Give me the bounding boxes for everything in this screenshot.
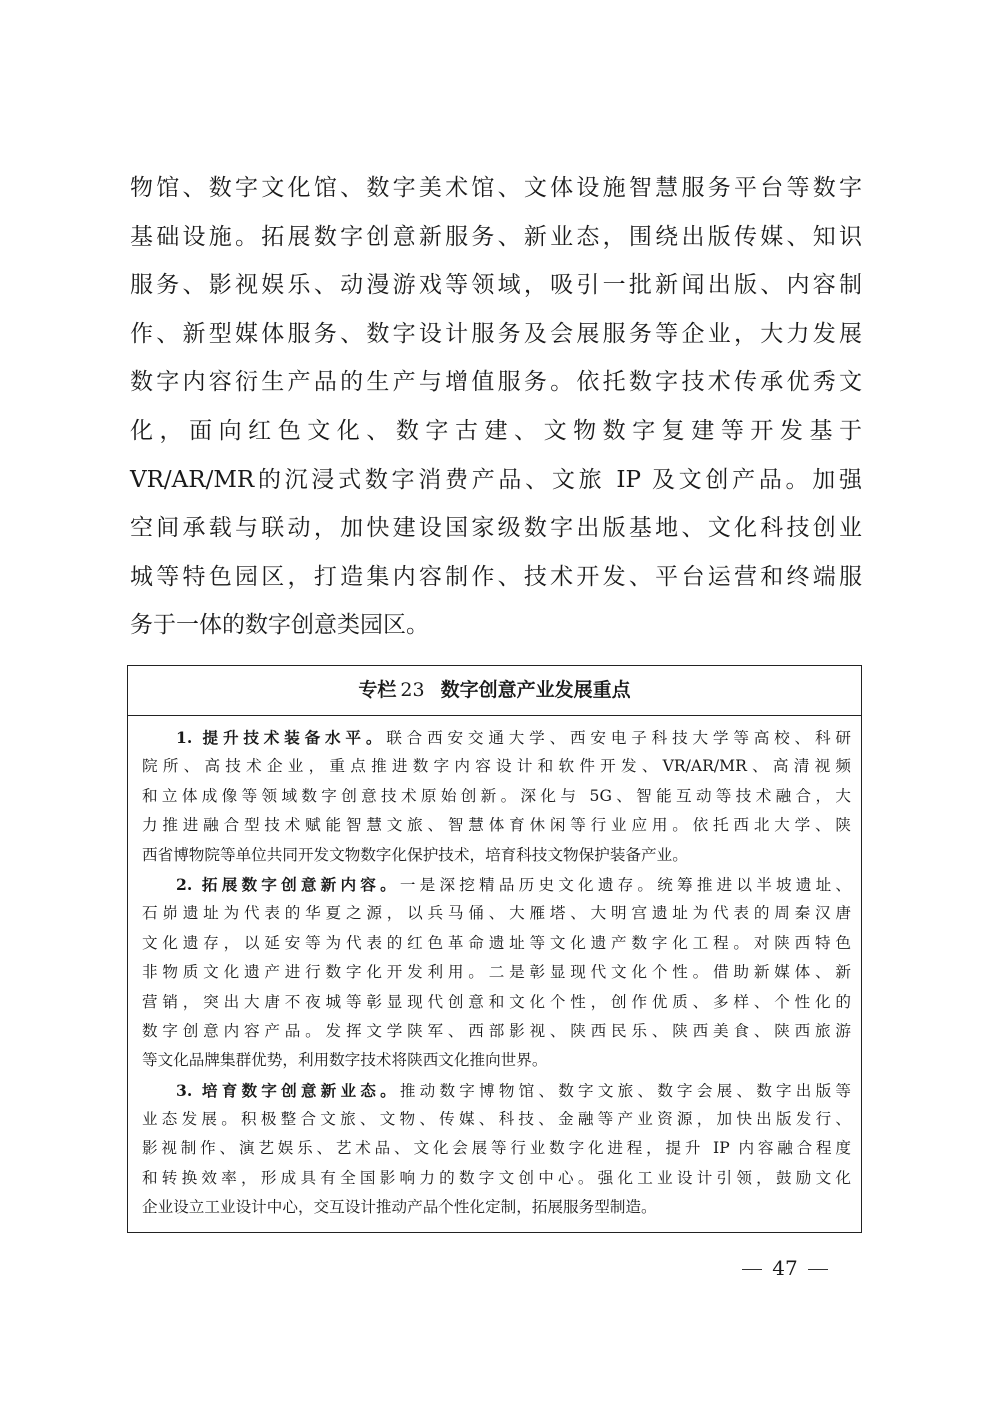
feature-box-body [128,716,861,1223]
page-number [730,1256,840,1280]
section-text: 一是深挖精品历史文化遗存。统筹推进以半坡遗址、 [399,875,851,894]
feature-box-prefix: 专栏 [358,679,397,701]
box-line: 文化遗存，以延安等为代表的红色革命遗址等文化遗产数字化工程。对陕西特色 [142,933,851,952]
box-line: 影视制作、演艺娱乐、艺术品、文化会展等行业数字化进程，提升 IP 内容融合程度 [142,1139,851,1158]
box-line [142,870,851,899]
feature-box-number: 23 [400,679,425,701]
box-line: 院所、高技术企业，重点推进数字内容设计和软件开发、VR/AR/MR、高清视频 [142,757,851,776]
box-line: 数字创意内容产品。发挥文学陕军、西部影视、陕西民乐、陕西美食、陕西旅游 [142,1021,851,1040]
section-text: 联合西安交通大学、西安电子科技大学等高校、科研 [386,729,851,747]
body-line: 作、新型媒体服务、数字设计服务及会展服务等企业，大力发展 [130,320,862,347]
box-line: 石峁遗址为代表的华夏之源，以兵马俑、大雁塔、大明宫遗址为代表的周秦汉唐 [142,904,851,923]
box-line: 非物质文化遗产进行数字化开发利用。二是彰显现代文化个性。借助新媒体、新 [142,963,851,982]
section-heading: 1. 提升技术装备水平。 [176,728,387,747]
body-line: 物馆、数字文化馆、数字美术馆、文体设施智慧服务平台等数字 [130,175,862,201]
box-line [142,723,851,752]
body-line: VR/AR/MR的沉浸式数字消费产品、文旅 IP 及文创产品。加强 [130,466,862,493]
page-number-value: 47 [772,1256,798,1280]
feature-box-title [128,666,861,716]
box-line: 业态发展。积极整合文旅、文物、传媒、科技、金融等产业资源，加快出版发行、 [142,1110,851,1129]
body-paragraph [130,164,862,650]
page-number-dash-left [742,1269,762,1270]
feature-box [127,665,862,1233]
box-line: 营销，突出大唐不夜城等彰显现代创意和文化个性，创作优质、多样、个性化的 [142,992,851,1011]
body-line: 化，面向红色文化、数字古建、文物数字复建等开发基于 [130,417,862,444]
section-heading: 2. 拓展数字创意新内容。 [176,874,400,894]
body-line: 基础设施。拓展数字创意新服务、新业态，围绕出版传媒、知识 [130,223,862,250]
box-line [142,1076,851,1105]
feature-box-title-text: 数字创意产业发展重点 [440,679,631,701]
box-line: 企业设立工业设计中心，交互设计推动产品个性化定制，拓展服务型制造。 [142,1198,657,1217]
box-line: 西省博物院等单位共同开发文物数字化保护技术，培育科技文物保护装备产业。 [142,845,688,864]
box-line: 等文化品牌集群优势，利用数字技术将陕西文化推向世界。 [142,1051,548,1070]
section-text: 推动数字博物馆、数字文旅、数字会展、数字出版等 [399,1081,851,1100]
box-line: 和转换效率，形成具有全国影响力的数字文创中心。强化工业设计引领，鼓励文化 [142,1168,851,1187]
section-heading: 3. 培育数字创意新业态。 [176,1080,400,1100]
box-line: 力推进融合型技术赋能智慧文旅、智慧体育休闲等行业应用。依托西北大学、陕 [142,816,851,835]
body-line: 数字内容衍生产品的生产与增值服务。依托数字技术传承优秀文 [130,369,862,396]
body-line: 服务、影视娱乐、动漫游戏等领域，吸引一批新闻出版、内容制 [130,272,862,299]
body-line: 空间承载与联动，加快建设国家级数字出版基地、文化科技创业 [130,515,862,542]
page-number-dash-right [808,1269,828,1270]
body-line: 务于一体的数字创意类园区。 [130,612,429,639]
box-line: 和立体成像等领域数字创意技术原始创新。深化与 5G、智能互动等技术融合，大 [142,786,851,805]
body-line: 城等特色园区，打造集内容制作、技术开发、平台运营和终端服 [130,563,862,590]
